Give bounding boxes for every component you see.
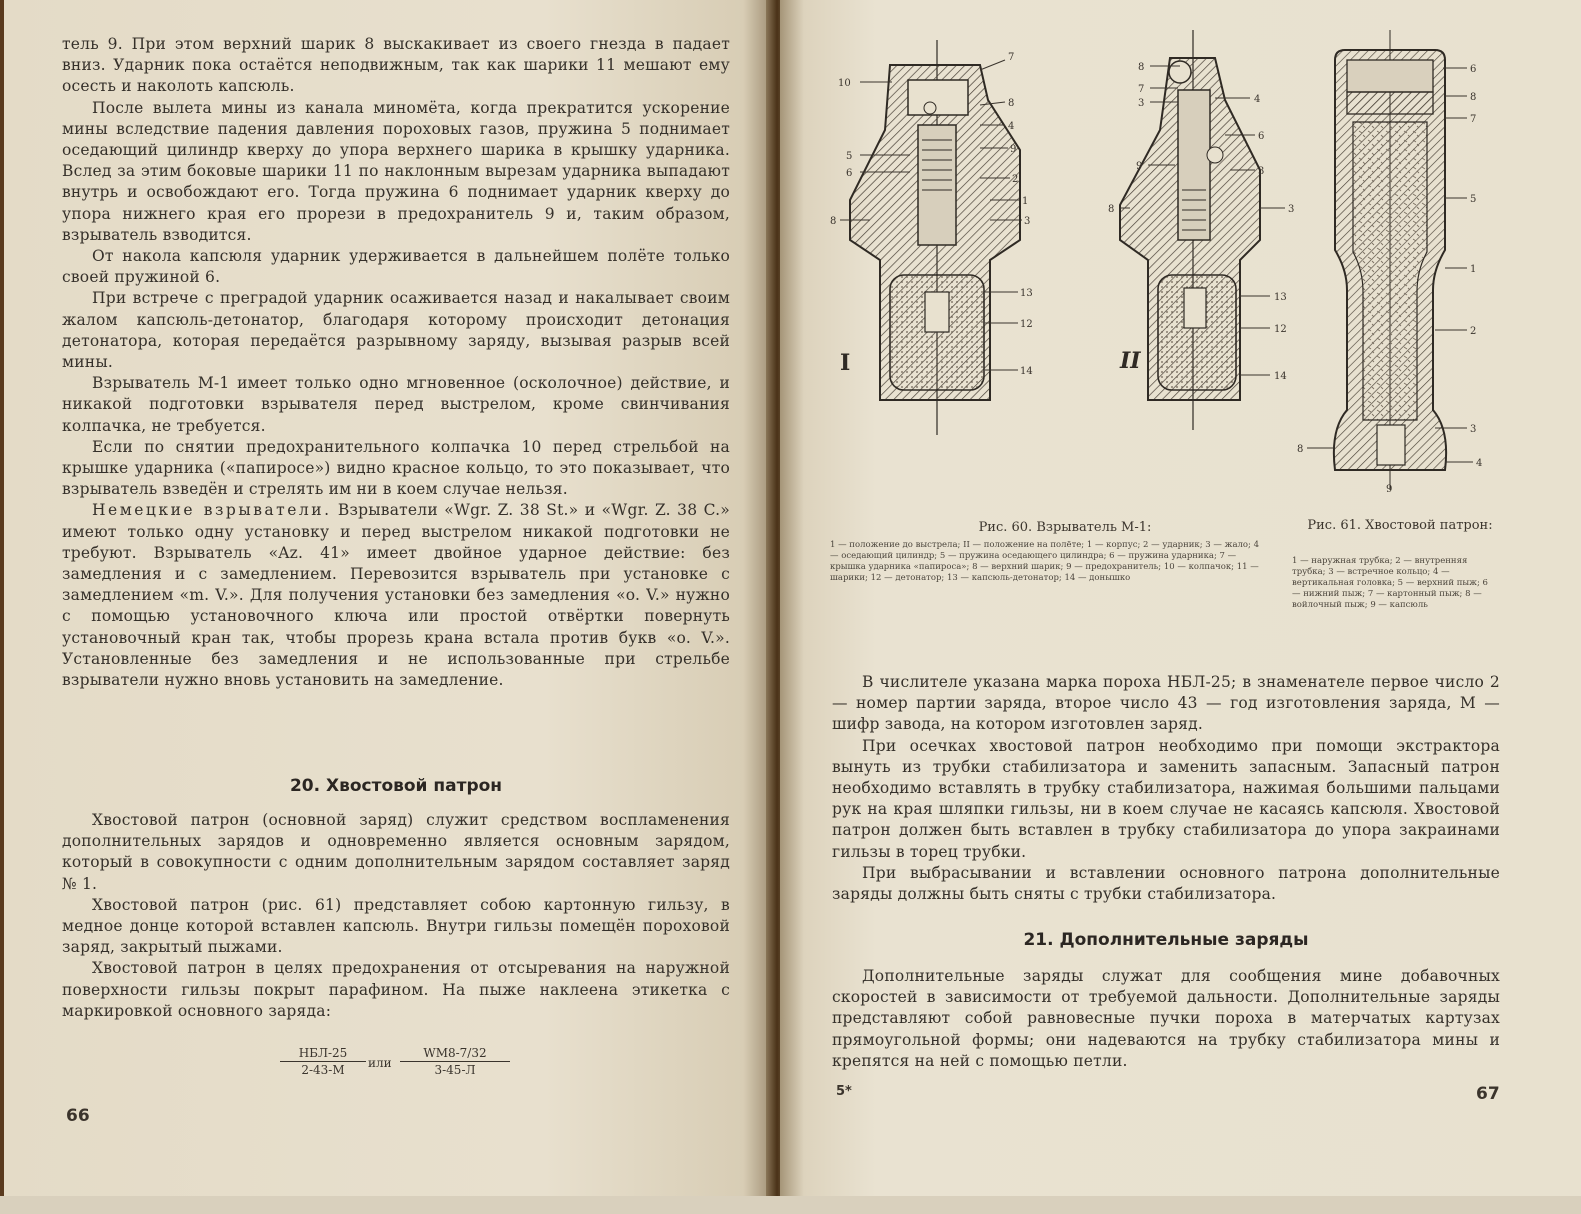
german-text: Взрыватели «Wgr. Z. 38 St.» и «Wgr. Z. 38 C.» имеют только одну установку и перед выстрелом никакой подготовки не требуют. Взрыватель «Az. 41» имеет двойное ударное действие: без замедления и с замедлением. Перевозится взрыватель при установке с замедлением «m. V.». Для получения установки без замедления «o. V.» нужно с помощью установочного ключа или простой отвёртки повернуть установочный кран так, чтобы прорезь крана встала против букв «o. V.». Установленные без замедления и не использованные при стрельбе взрыватели нужно вновь установить на замедление. <box>62 501 730 690</box>
formula-numerator: НБЛ-25 <box>280 1046 366 1062</box>
left-section-text <box>62 810 730 1022</box>
paragraph: Хвостовой патрон в целях предохранения от отсыревания на наружной поверхности гильзы покрыт парафином. На пыже наклеена этикетка с маркировкой основного заряда: <box>62 959 730 1020</box>
formula-numerator: WM8-7/32 <box>400 1046 510 1062</box>
callout: 13 <box>1020 288 1033 299</box>
callout: 2 <box>1012 174 1019 185</box>
paragraph: При встрече с преградой ударник осаживается назад и накалывает своим жалом капсюль-детонатор, благодаря которому происходит детонация детонатора, которая передаётся разрывному заряду, вызывая разрыв всей мины. <box>62 289 730 372</box>
callout: 4 <box>1476 458 1483 469</box>
callout: 7 <box>1008 52 1015 63</box>
label-section-I: I <box>840 350 851 376</box>
callout: 6 <box>1470 64 1477 75</box>
section-heading-21: 21. Дополнительные заряды <box>1023 930 1309 950</box>
callout: 8 <box>1138 62 1145 73</box>
paragraph: В числителе указана марка пороха НБЛ-25; в знаменателе первое число 2 — номер партии заряда, второе число 43 — год изготовления заряда, М — шифр завода, на котором изготовлен заряд. <box>832 673 1500 734</box>
figure-61-caption: Рис. 61. Хвостовой патрон: <box>1307 518 1493 533</box>
callout: 14 <box>1020 366 1033 377</box>
german-lead: Немецкие взрыватели. <box>92 501 332 520</box>
callout: 3 <box>1470 424 1477 435</box>
signature-mark: 5* <box>836 1084 852 1099</box>
callout: 13 <box>1274 292 1287 303</box>
paragraph: От накола капсюля ударник удерживается в дальнейшем полёте только своей пружиной 6. <box>62 247 730 287</box>
callout: 1 <box>1470 264 1477 275</box>
callout: 4 <box>1008 121 1015 132</box>
callout: 14 <box>1274 371 1287 382</box>
section-heading-20: 20. Хвостовой патрон <box>289 776 503 796</box>
right-page <box>780 0 1581 1200</box>
formula-denominator: 3-45-Л <box>434 1063 476 1077</box>
left-body-text <box>62 34 730 691</box>
paragraph: Хвостовой патрон (основной заряд) служит средством воспламенения дополнительных зарядов и одновременно является основным зарядом, который в совокупности с одним дополнительным зарядом составляет заряд № 1. <box>62 811 730 893</box>
callout: 5 <box>846 151 853 162</box>
paragraph: При выбрасывании и вставлении основного патрона дополнительные заряды должны быть сняты с трубки стабилизатора. <box>832 863 1500 904</box>
paragraph-german-fuzes <box>62 500 730 691</box>
page-number-left: 66 <box>66 1106 90 1126</box>
callout: 9 <box>1386 484 1393 495</box>
figure-61-legend: 1 — наружная трубка; 2 — внутренняя трубка; 3 — встречное кольцо; 4 — вертикальная головка; 5 — верхний пыж; 6 — нижний пыж; 7 — картонный пыж; 8 — войлочный пыж; 9 — капсюль <box>1292 556 1488 610</box>
callout: 3 <box>1288 204 1295 215</box>
right-section-text <box>832 966 1500 1072</box>
page-bottom-edge <box>0 1196 1581 1214</box>
callout: 1 <box>1022 196 1029 207</box>
callout: 3 <box>1024 216 1031 227</box>
right-body-text <box>832 672 1500 905</box>
callout: 6 <box>1258 131 1265 142</box>
figure-60-legend: 1 — положение до выстрела; II — положение на полёте; 1 — корпус; 2 — ударник; 3 — жало; 4 — оседающий цилиндр; 5 — пружина оседающего цилиндра; 6 — пружина ударника; 7 — крышка ударника «папироса»; 8 — верхний шарик; 9 — предохранитель; 10 — колпачок; 11 — шарики; 12 — детонатор; 13 — капсюль-детонатор; 14 — донышко <box>830 540 1260 583</box>
callout: 12 <box>1020 319 1033 330</box>
callout: 5 <box>1470 194 1477 205</box>
label-section-II: II <box>1120 348 1141 374</box>
paragraph: Дополнительные заряды служат для сообщения мине добавочных скоростей в зависимости от требуемой дальности. Дополнительные заряды представляют собой равновесные пучки пороха в матерчатых картузах прямоугольной формы; они надеваются на трубку стабилизатора мины и крепятся на ней с помощью петли. <box>832 967 1500 1070</box>
callout: 9 <box>1136 161 1143 172</box>
callout: 7 <box>1138 84 1145 95</box>
callout: 12 <box>1274 324 1287 335</box>
callout: 8 <box>1470 92 1477 103</box>
callout: 6 <box>846 168 853 179</box>
formula-fraction-right <box>400 1046 510 1077</box>
left-page <box>4 0 774 1200</box>
formula-fraction-left <box>280 1046 366 1077</box>
paragraph: Если по снятии предохранительного колпачка 10 перед стрельбой на крышке ударника («папиросе») видно красное кольцо, то это показывает, что взрыватель взведён и стрелять им ни в коем случае нельзя. <box>62 437 730 499</box>
formula-denominator: 2-43-М <box>301 1063 345 1077</box>
paragraph: Хвостовой патрон (рис. 61) представляет собою картонную гильзу, в медное донце которой вставлен капсюль. Внутри гильзы помещён пороховой заряд, закрытый пыжами. <box>62 895 730 957</box>
callout: 8 <box>1108 204 1115 215</box>
charge-marking-formula <box>280 1046 520 1096</box>
paragraph: При осечках хвостовой патрон необходимо при помощи экстрактора вынуть из трубки стабилизатора и заменить запасным. Запасный патрон необходимо вставлять в трубку стабилизатора, нажимая большими пальцами рук на края шляпки гильзы, ни в коем случае не касаясь капсюля. Хвостовой патрон должен быть вставлен в трубку стабилизатора до упора закраинами гильзы в торец трубки. <box>832 736 1500 861</box>
callout: 8 <box>1297 444 1304 455</box>
callout: 4 <box>1254 94 1261 105</box>
formula-connector: или <box>368 1056 392 1070</box>
page-number-right: 67 <box>1476 1084 1500 1104</box>
paragraph: После вылета мины из канала миномёта, когда прекратится ускорение мины вследствие падения давления пороховых газов, пружина 5 поднимает оседающий цилиндр кверху до упора верхнего шарика в крышку ударника. Вслед за этим боковые шарики 11 по наклонным вырезам ударника выпадают внутрь и освобождают его. Тогда пружина 6 поднимает ударник кверху до упора нижнего края его прорези в предохранитель 9 и, таким образом, взрыватель взводится. <box>62 98 730 244</box>
callout: 2 <box>1470 326 1477 337</box>
callout: 3 <box>1138 98 1145 109</box>
fuze-section-I <box>850 40 1020 435</box>
callout: 7 <box>1470 114 1477 125</box>
callout: 8 <box>830 216 837 227</box>
paragraph: Взрыватель М-1 имеет только одно мгновенное (осколочное) действие, и никакой подготовки взрывателя перед выстрелом, кроме свинчивания колпачка, не требуется. <box>62 374 730 435</box>
callout: 9 <box>1010 144 1017 155</box>
figure-60-fuze-m1-diagram <box>830 30 1330 440</box>
callout: 10 <box>838 78 851 89</box>
paragraph: тель 9. При этом верхний шарик 8 выскакивает из своего гнезда в падает вниз. Ударник пока остаётся неподвижным, так как шарики 11 мешают ему осесть и наколоть капсюль. <box>62 35 730 96</box>
figure-61-tail-cartridge-diagram <box>1295 30 1505 500</box>
callout: 3 <box>1258 166 1265 177</box>
callout: 8 <box>1008 98 1015 109</box>
figure-60-caption: Рис. 60. Взрыватель М-1: <box>978 520 1152 535</box>
